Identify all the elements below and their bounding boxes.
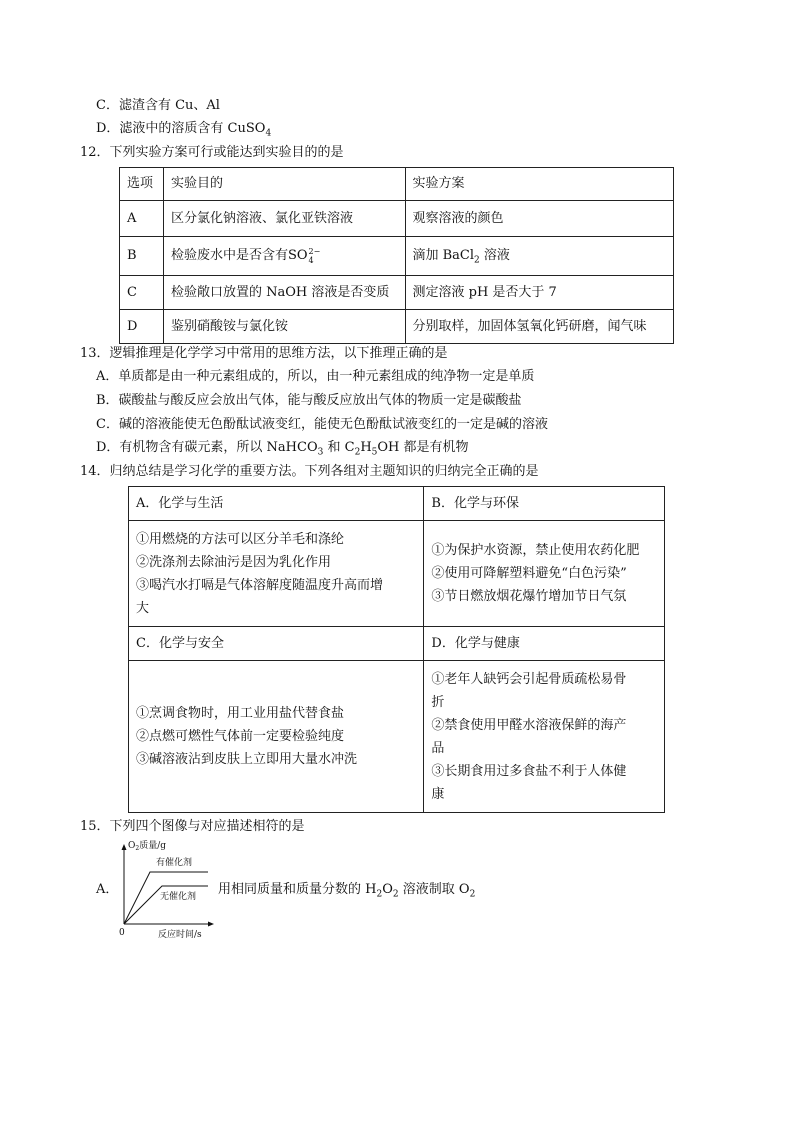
row-plan: 分别取样，加固体氢氧化钙研磨，闻气味: [405, 310, 674, 344]
q15-option-a-label: A．: [96, 882, 119, 897]
q13-option-a: A．单质都是由一种元素组成的，所以，由一种元素组成的纯净物一定是单质: [96, 369, 535, 384]
list-item: ①为保护水资源，禁止使用农药化肥: [431, 543, 640, 558]
row-option: C: [120, 276, 164, 310]
group-a-title: A．化学与生活: [129, 487, 424, 521]
list-item: ①烹调食物时，用工业用盐代替食盐: [136, 706, 345, 721]
q13-option-d: D．有机物含有碳元素，所以 NaHCO$_3$ 和 $C_2H_5OH$ 都是有机物: [96, 440, 469, 458]
q15-stem: 15．下列四个图像与对应描述相符的是: [80, 819, 305, 834]
group-b-title: B．化学与环保: [424, 487, 665, 521]
list-item: ③喝汽水打嗝是气体溶解度随温度升高而增: [136, 577, 384, 593]
group-a-items: [129, 521, 424, 627]
y-axis-arrow: [122, 844, 127, 850]
group-b-items: [424, 521, 665, 627]
group-c-items: [129, 661, 424, 813]
list-item: ②点燃可燃性气体前一定要检验纯度: [136, 729, 345, 744]
table-row: [120, 201, 674, 237]
origin-label: 0: [119, 928, 125, 938]
header-goal: 实验目的: [163, 168, 405, 201]
list-item: ③节日燃放烟花爆竹增加节日气氛: [431, 589, 627, 604]
list-item: 品: [431, 740, 445, 756]
line2-label: 无催化剂: [160, 892, 197, 902]
table-row: [129, 521, 665, 627]
row-option: D: [120, 310, 164, 344]
row-goal: 区分氯化钠溶液、氯化亚铁溶液: [163, 201, 405, 237]
q13-option-c: C．碱的溶液能使无色酚酞试液变红，能使无色酚酞试液变红的一定是碱的溶液: [96, 417, 548, 432]
list-item: ③长期食用过多食盐不利于人体健: [431, 763, 627, 779]
list-item: ①老年人缺钙会引起骨质疏松易骨: [431, 671, 627, 687]
row-plan: 测定溶液 pH 是否大于 7: [405, 276, 674, 310]
list-item: 大: [136, 600, 150, 616]
table-row: [120, 237, 674, 276]
list-item: ②使用可降解塑料避免“白色污染”: [431, 566, 627, 581]
row-goal: 检验敞口放置的 NaOH 溶液是否变质: [163, 276, 405, 310]
group-d-title: D．化学与健康: [424, 627, 665, 661]
list-item: ②洗涤剂去除油污是因为乳化作用: [136, 554, 332, 570]
header-plan: 实验方案: [405, 168, 674, 201]
x-axis-arrow: [208, 922, 214, 927]
q14-table: [128, 486, 665, 813]
table-row: [120, 276, 674, 310]
list-item: ①用燃烧的方法可以区分羊毛和涤纶: [136, 531, 345, 547]
list-item: 折: [431, 694, 445, 710]
header-option: 选项: [120, 168, 164, 201]
q13-stem: 13．逻辑推理是化学学习中常用的思维方法，以下推理正确的是: [80, 346, 448, 361]
row-option: B: [120, 237, 164, 276]
row-goal: 鉴别硝酸铵与氯化铵: [163, 310, 405, 344]
table-row: [129, 661, 665, 813]
row-goal: 检验废水中是否含有SO 2− 4: [163, 237, 405, 276]
q11-option-c: C．滤渣含有 Cu、Al: [96, 98, 220, 113]
list-item: ②禁食使用甲醛水溶液保鲜的海产: [431, 717, 627, 733]
group-d-items: [424, 661, 665, 813]
table-row: [120, 310, 674, 344]
line1-label: 有催化剂: [156, 858, 193, 868]
q12-table: [119, 167, 674, 344]
list-item: ③碱溶液沾到皮肤上立即用大量水冲洗: [136, 752, 358, 767]
table-header-row: [120, 168, 674, 201]
x-axis-label: 反应时间/s: [158, 930, 202, 940]
group-c-title: C．化学与安全: [129, 627, 424, 661]
q12-stem: 12．下列实验方案可行或能达到实验目的的是: [80, 145, 344, 160]
table-row: [129, 627, 665, 661]
q15-option-a-desc: 用相同质量和质量分数的 $H_2O_2$ 溶液制取 $O_2$: [218, 882, 476, 900]
q13-option-b: B．碳酸盐与酸反应会放出气体，能与酸反应放出气体的物质一定是碳酸盐: [96, 393, 522, 408]
q14-stem: 14．归纳总结是学习化学的重要方法。下列各组对主题知识的归纳完全正确的是: [80, 464, 539, 479]
table-row: [129, 487, 665, 521]
q11-option-d: D．滤液中的溶质含有 CuSO$_4$: [96, 121, 272, 139]
y-axis-label: $O_2$质量/g: [128, 841, 167, 852]
row-plan: 滴加 BaCl$_2$ 溶液: [405, 237, 674, 276]
list-item: 康: [431, 786, 445, 802]
row-plan: 观察溶液的颜色: [405, 201, 674, 237]
row-option: A: [120, 201, 164, 237]
q15-graph-a: [116, 836, 216, 942]
